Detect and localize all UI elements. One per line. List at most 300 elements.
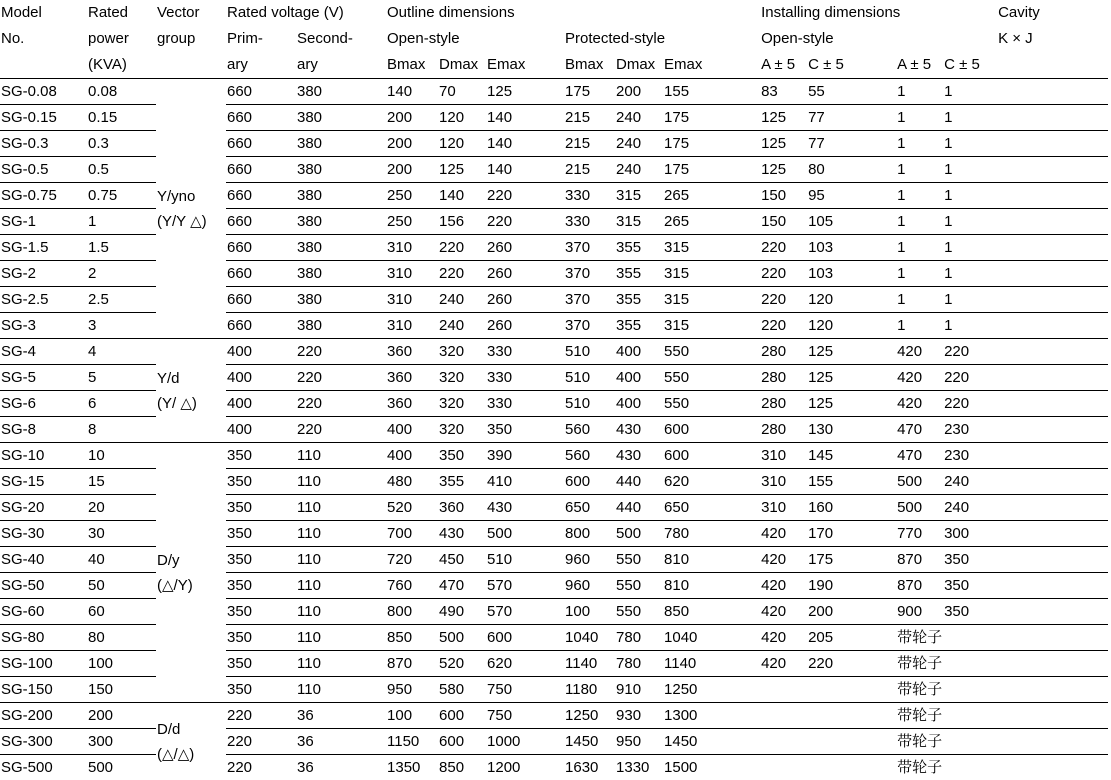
cell-p-bmax: 215 — [564, 157, 615, 183]
cell-dmax: 70 — [438, 79, 486, 105]
cell-c2 — [943, 625, 1108, 651]
cell-c1 — [807, 729, 885, 755]
cell-c2 — [943, 651, 1108, 677]
cell-dmax: 240 — [438, 313, 486, 339]
cell-a2: 470 — [885, 443, 943, 469]
cell-p-emax: 780 — [663, 521, 748, 547]
cell-primary: 220 — [226, 703, 296, 729]
cell-bmax: 310 — [386, 261, 438, 287]
cell-emax: 570 — [486, 573, 564, 599]
cell-model: SG-8 — [0, 417, 87, 443]
cell-p-bmax: 215 — [564, 105, 615, 131]
cell-p-emax: 1500 — [663, 755, 748, 780]
header-secondary-2: ary — [296, 52, 386, 79]
cell-c2 — [943, 703, 1108, 729]
cell-a1: 125 — [748, 157, 807, 183]
cell-p-bmax: 330 — [564, 209, 615, 235]
cell-a2: 1 — [885, 79, 943, 105]
cell-dmax: 120 — [438, 131, 486, 157]
cell-p-bmax: 510 — [564, 365, 615, 391]
cell-a1: 420 — [748, 521, 807, 547]
header-model: Model — [0, 0, 87, 26]
vector-group-label: Y/yno — [157, 184, 226, 209]
cell-a1: 125 — [748, 105, 807, 131]
cell-a1: 125 — [748, 131, 807, 157]
cell-model: SG-60 — [0, 599, 87, 625]
cell-model: SG-15 — [0, 469, 87, 495]
cell-c2: 350 — [943, 547, 1108, 573]
cell-p-dmax: 240 — [615, 131, 663, 157]
cell-p-dmax: 430 — [615, 443, 663, 469]
cell-a1: 220 — [748, 235, 807, 261]
cell-p-dmax: 400 — [615, 391, 663, 417]
cell-primary: 220 — [226, 729, 296, 755]
cell-p-emax: 175 — [663, 131, 748, 157]
cell-c1: 103 — [807, 235, 885, 261]
cell-primary: 350 — [226, 547, 296, 573]
cell-model: SG-0.3 — [0, 131, 87, 157]
cell-power: 1.5 — [87, 235, 156, 261]
cell-c2 — [943, 729, 1108, 755]
header-cavity: Cavity — [968, 0, 1108, 26]
cell-c1: 120 — [807, 313, 885, 339]
cell-emax: 330 — [486, 391, 564, 417]
cell-a1: 280 — [748, 417, 807, 443]
cell-c1: 105 — [807, 209, 885, 235]
cell-primary: 660 — [226, 235, 296, 261]
cell-c1: 77 — [807, 105, 885, 131]
cell-c2: 240 — [943, 495, 1108, 521]
cell-bmax: 850 — [386, 625, 438, 651]
cell-a1: 150 — [748, 183, 807, 209]
cell-power: 300 — [87, 729, 156, 755]
header-p-emax: Emax — [663, 52, 748, 79]
cell-primary: 350 — [226, 625, 296, 651]
vector-group-cell — [156, 79, 226, 339]
cell-p-bmax: 370 — [564, 313, 615, 339]
cell-model: SG-100 — [0, 651, 87, 677]
cell-model: SG-5 — [0, 365, 87, 391]
cell-p-dmax: 550 — [615, 599, 663, 625]
cell-a1: 420 — [748, 625, 807, 651]
cell-emax: 600 — [486, 625, 564, 651]
header-protected-style: Protected-style — [564, 26, 748, 52]
cell-p-dmax: 240 — [615, 105, 663, 131]
cell-a2: 420 — [885, 339, 943, 365]
cell-secondary: 380 — [296, 287, 386, 313]
cell-primary: 400 — [226, 339, 296, 365]
cell-emax: 1200 — [486, 755, 564, 780]
cell-secondary: 110 — [296, 599, 386, 625]
cell-c2: 1 — [943, 313, 1108, 339]
cell-p-dmax: 240 — [615, 157, 663, 183]
cell-c1: 155 — [807, 469, 885, 495]
cell-bmax: 200 — [386, 131, 438, 157]
cell-a2: 带轮子 — [885, 625, 943, 651]
table-row — [0, 339, 1108, 365]
cell-c1: 120 — [807, 287, 885, 313]
cell-a2: 带轮子 — [885, 729, 943, 755]
cell-a2: 420 — [885, 391, 943, 417]
cell-emax: 330 — [486, 339, 564, 365]
cell-a1: 310 — [748, 443, 807, 469]
cell-p-dmax: 315 — [615, 209, 663, 235]
cell-secondary: 110 — [296, 677, 386, 703]
cell-emax: 220 — [486, 209, 564, 235]
cell-emax: 620 — [486, 651, 564, 677]
header-open-style: Open-style — [386, 26, 564, 52]
header-c1: C ± 5 — [807, 52, 885, 79]
cell-dmax: 125 — [438, 157, 486, 183]
cell-power: 10 — [87, 443, 156, 469]
cell-dmax: 520 — [438, 651, 486, 677]
cell-a2: 1 — [885, 287, 943, 313]
cell-dmax: 470 — [438, 573, 486, 599]
cell-dmax: 120 — [438, 105, 486, 131]
cell-dmax: 320 — [438, 391, 486, 417]
cell-model: SG-6 — [0, 391, 87, 417]
cell-secondary: 110 — [296, 573, 386, 599]
cell-p-bmax: 1450 — [564, 729, 615, 755]
cell-c1: 175 — [807, 547, 885, 573]
cell-primary: 660 — [226, 131, 296, 157]
cell-p-bmax: 1630 — [564, 755, 615, 780]
vector-group-cell — [156, 339, 226, 443]
cell-dmax: 450 — [438, 547, 486, 573]
cell-secondary: 380 — [296, 209, 386, 235]
cell-model: SG-0.75 — [0, 183, 87, 209]
cell-a2: 1 — [885, 157, 943, 183]
cell-p-emax: 265 — [663, 183, 748, 209]
cell-c2: 1 — [943, 287, 1108, 313]
cell-power: 0.3 — [87, 131, 156, 157]
cell-p-bmax: 600 — [564, 469, 615, 495]
vector-group-label: Y/d — [157, 366, 226, 391]
cell-model: SG-10 — [0, 443, 87, 469]
cell-power: 5 — [87, 365, 156, 391]
cell-a2: 470 — [885, 417, 943, 443]
cell-a2: 1 — [885, 131, 943, 157]
cell-p-dmax: 780 — [615, 651, 663, 677]
cell-p-bmax: 510 — [564, 391, 615, 417]
cell-p-emax: 620 — [663, 469, 748, 495]
cell-power: 100 — [87, 651, 156, 677]
cell-c1: 145 — [807, 443, 885, 469]
cell-p-emax: 1250 — [663, 677, 748, 703]
cell-bmax: 360 — [386, 339, 438, 365]
cell-p-dmax: 430 — [615, 417, 663, 443]
cell-p-emax: 810 — [663, 573, 748, 599]
cell-p-dmax: 950 — [615, 729, 663, 755]
cell-p-bmax: 1250 — [564, 703, 615, 729]
cell-p-bmax: 560 — [564, 443, 615, 469]
cell-model: SG-150 — [0, 677, 87, 703]
cell-emax: 750 — [486, 677, 564, 703]
cell-p-dmax: 440 — [615, 469, 663, 495]
cell-bmax: 700 — [386, 521, 438, 547]
cell-bmax: 720 — [386, 547, 438, 573]
cell-p-emax: 155 — [663, 79, 748, 105]
cell-dmax: 320 — [438, 417, 486, 443]
cell-power: 200 — [87, 703, 156, 729]
cell-emax: 260 — [486, 235, 564, 261]
cell-model: SG-200 — [0, 703, 87, 729]
cell-p-emax: 810 — [663, 547, 748, 573]
cell-bmax: 200 — [386, 105, 438, 131]
table-body — [0, 79, 1108, 780]
cell-p-bmax: 1040 — [564, 625, 615, 651]
cell-primary: 660 — [226, 261, 296, 287]
cell-primary: 350 — [226, 573, 296, 599]
cell-c1: 125 — [807, 365, 885, 391]
cell-p-emax: 1040 — [663, 625, 748, 651]
cell-bmax: 870 — [386, 651, 438, 677]
cell-c2: 220 — [943, 391, 1108, 417]
cell-a2: 1 — [885, 183, 943, 209]
cell-c1: 80 — [807, 157, 885, 183]
cell-a1: 220 — [748, 287, 807, 313]
cell-emax: 390 — [486, 443, 564, 469]
cell-primary: 660 — [226, 313, 296, 339]
cell-a1: 220 — [748, 313, 807, 339]
cell-primary: 660 — [226, 105, 296, 131]
cell-secondary: 110 — [296, 495, 386, 521]
cell-c2: 220 — [943, 365, 1108, 391]
cell-power: 6 — [87, 391, 156, 417]
header-primary-2: ary — [226, 52, 296, 79]
header-install-open-style: Open-style — [748, 26, 885, 52]
header-primary: Prim- — [226, 26, 296, 52]
cell-bmax: 310 — [386, 235, 438, 261]
cell-a2: 870 — [885, 573, 943, 599]
cell-a1: 420 — [748, 599, 807, 625]
cell-a2: 500 — [885, 495, 943, 521]
cell-secondary: 220 — [296, 365, 386, 391]
cell-a2: 900 — [885, 599, 943, 625]
cell-c2: 1 — [943, 209, 1108, 235]
cell-power: 500 — [87, 755, 156, 780]
cell-c2: 1 — [943, 235, 1108, 261]
cell-secondary: 220 — [296, 391, 386, 417]
cell-power: 60 — [87, 599, 156, 625]
cell-model: SG-40 — [0, 547, 87, 573]
cell-c2: 1 — [943, 79, 1108, 105]
cell-emax: 750 — [486, 703, 564, 729]
cell-bmax: 360 — [386, 365, 438, 391]
cell-dmax: 220 — [438, 261, 486, 287]
cell-a1: 280 — [748, 391, 807, 417]
cell-emax: 125 — [486, 79, 564, 105]
cell-emax: 140 — [486, 157, 564, 183]
cell-c2: 1 — [943, 261, 1108, 287]
cell-emax: 510 — [486, 547, 564, 573]
cell-p-bmax: 370 — [564, 287, 615, 313]
cell-emax: 260 — [486, 261, 564, 287]
cell-primary: 400 — [226, 365, 296, 391]
cell-p-dmax: 500 — [615, 521, 663, 547]
header-dmax: Dmax — [438, 52, 486, 79]
cell-p-bmax: 370 — [564, 261, 615, 287]
cell-primary: 350 — [226, 443, 296, 469]
cell-a2: 1 — [885, 105, 943, 131]
cell-secondary: 36 — [296, 703, 386, 729]
cell-model: SG-1.5 — [0, 235, 87, 261]
cell-c1: 95 — [807, 183, 885, 209]
cell-secondary: 380 — [296, 105, 386, 131]
header-rated-voltage: Rated voltage (V) — [226, 0, 386, 26]
cell-p-dmax: 780 — [615, 625, 663, 651]
cell-dmax: 360 — [438, 495, 486, 521]
cell-c1: 220 — [807, 651, 885, 677]
cell-p-bmax: 510 — [564, 339, 615, 365]
cell-c1: 77 — [807, 131, 885, 157]
cell-p-bmax: 1180 — [564, 677, 615, 703]
vector-group-cell — [156, 703, 226, 780]
cell-emax: 410 — [486, 469, 564, 495]
cell-c1: 205 — [807, 625, 885, 651]
cell-p-emax: 600 — [663, 443, 748, 469]
cell-p-emax: 1140 — [663, 651, 748, 677]
header-vector-2: group — [156, 26, 226, 52]
cell-secondary: 36 — [296, 729, 386, 755]
vector-group-label: (△/Y) — [157, 573, 226, 598]
cell-bmax: 400 — [386, 417, 438, 443]
cell-p-dmax: 200 — [615, 79, 663, 105]
cell-power: 20 — [87, 495, 156, 521]
cell-p-emax: 1450 — [663, 729, 748, 755]
cell-a2: 带轮子 — [885, 677, 943, 703]
cell-p-emax: 650 — [663, 495, 748, 521]
cell-c2: 1 — [943, 105, 1108, 131]
cell-p-bmax: 650 — [564, 495, 615, 521]
cell-dmax: 320 — [438, 365, 486, 391]
table-row — [0, 79, 1108, 105]
cell-a2: 带轮子 — [885, 755, 943, 780]
cell-a1: 150 — [748, 209, 807, 235]
cell-p-dmax: 400 — [615, 339, 663, 365]
cell-c2: 1 — [943, 183, 1108, 209]
cell-power: 0.08 — [87, 79, 156, 105]
cell-a1 — [748, 729, 807, 755]
cell-dmax: 490 — [438, 599, 486, 625]
cell-a2: 带轮子 — [885, 651, 943, 677]
cell-model: SG-4 — [0, 339, 87, 365]
cell-dmax: 140 — [438, 183, 486, 209]
cell-secondary: 110 — [296, 469, 386, 495]
cell-emax: 260 — [486, 313, 564, 339]
cell-secondary: 380 — [296, 79, 386, 105]
header-cavity-2: K × J — [968, 26, 1108, 52]
cell-primary: 350 — [226, 469, 296, 495]
cell-p-dmax: 1330 — [615, 755, 663, 780]
cell-c1 — [807, 677, 885, 703]
header-power: Rated — [87, 0, 156, 26]
vector-group-label: (Y/Y △) — [157, 209, 226, 234]
cell-p-bmax: 175 — [564, 79, 615, 105]
cell-p-bmax: 800 — [564, 521, 615, 547]
cell-p-emax: 315 — [663, 235, 748, 261]
vector-group-label: D/d — [157, 717, 226, 742]
cell-p-emax: 175 — [663, 157, 748, 183]
header-model-2: No. — [0, 26, 87, 52]
cell-secondary: 380 — [296, 157, 386, 183]
cell-primary: 350 — [226, 521, 296, 547]
cell-primary: 400 — [226, 391, 296, 417]
cell-p-dmax: 355 — [615, 235, 663, 261]
cell-emax: 330 — [486, 365, 564, 391]
vector-group-label: (△/△) — [157, 742, 226, 767]
cell-bmax: 250 — [386, 209, 438, 235]
cell-emax: 430 — [486, 495, 564, 521]
cell-model: SG-1 — [0, 209, 87, 235]
cell-bmax: 950 — [386, 677, 438, 703]
cell-primary: 350 — [226, 677, 296, 703]
header-c2: C ± 5 — [943, 52, 1108, 79]
cell-p-dmax: 550 — [615, 573, 663, 599]
cell-bmax: 200 — [386, 157, 438, 183]
cell-dmax: 580 — [438, 677, 486, 703]
vector-group-label: D/y — [157, 548, 226, 573]
cell-secondary: 380 — [296, 131, 386, 157]
cell-p-bmax: 370 — [564, 235, 615, 261]
table-header — [0, 0, 1108, 79]
cell-primary: 660 — [226, 183, 296, 209]
cell-dmax: 600 — [438, 703, 486, 729]
cell-emax: 140 — [486, 105, 564, 131]
cell-bmax: 360 — [386, 391, 438, 417]
cell-p-bmax: 215 — [564, 131, 615, 157]
cell-model: SG-80 — [0, 625, 87, 651]
cell-secondary: 36 — [296, 755, 386, 780]
cell-dmax: 600 — [438, 729, 486, 755]
cell-power: 2 — [87, 261, 156, 287]
cell-dmax: 320 — [438, 339, 486, 365]
cell-c2: 350 — [943, 573, 1108, 599]
cell-bmax: 310 — [386, 287, 438, 313]
cell-power: 3 — [87, 313, 156, 339]
header-secondary: Second- — [296, 26, 386, 52]
header-power-2: power — [87, 26, 156, 52]
cell-p-dmax: 355 — [615, 313, 663, 339]
cell-p-dmax: 355 — [615, 261, 663, 287]
cell-model: SG-20 — [0, 495, 87, 521]
cell-bmax: 140 — [386, 79, 438, 105]
cell-dmax: 355 — [438, 469, 486, 495]
header-outline: Outline dimensions — [386, 0, 748, 26]
cell-dmax: 850 — [438, 755, 486, 780]
cell-a1: 310 — [748, 495, 807, 521]
cell-model: SG-300 — [0, 729, 87, 755]
header-vector: Vector — [156, 0, 226, 26]
cell-c1: 130 — [807, 417, 885, 443]
header-p-dmax: Dmax — [615, 52, 663, 79]
cell-dmax: 156 — [438, 209, 486, 235]
cell-a2: 870 — [885, 547, 943, 573]
cell-p-emax: 550 — [663, 339, 748, 365]
cell-p-bmax: 100 — [564, 599, 615, 625]
cell-a1: 310 — [748, 469, 807, 495]
cell-power: 0.5 — [87, 157, 156, 183]
cell-model: SG-2 — [0, 261, 87, 287]
cell-p-bmax: 960 — [564, 547, 615, 573]
cell-secondary: 110 — [296, 625, 386, 651]
cell-primary: 660 — [226, 209, 296, 235]
cell-a1 — [748, 755, 807, 780]
table-row — [0, 703, 1108, 729]
cell-a1 — [748, 677, 807, 703]
cell-c2 — [943, 677, 1108, 703]
vector-group-label: (Y/ △) — [157, 391, 226, 416]
